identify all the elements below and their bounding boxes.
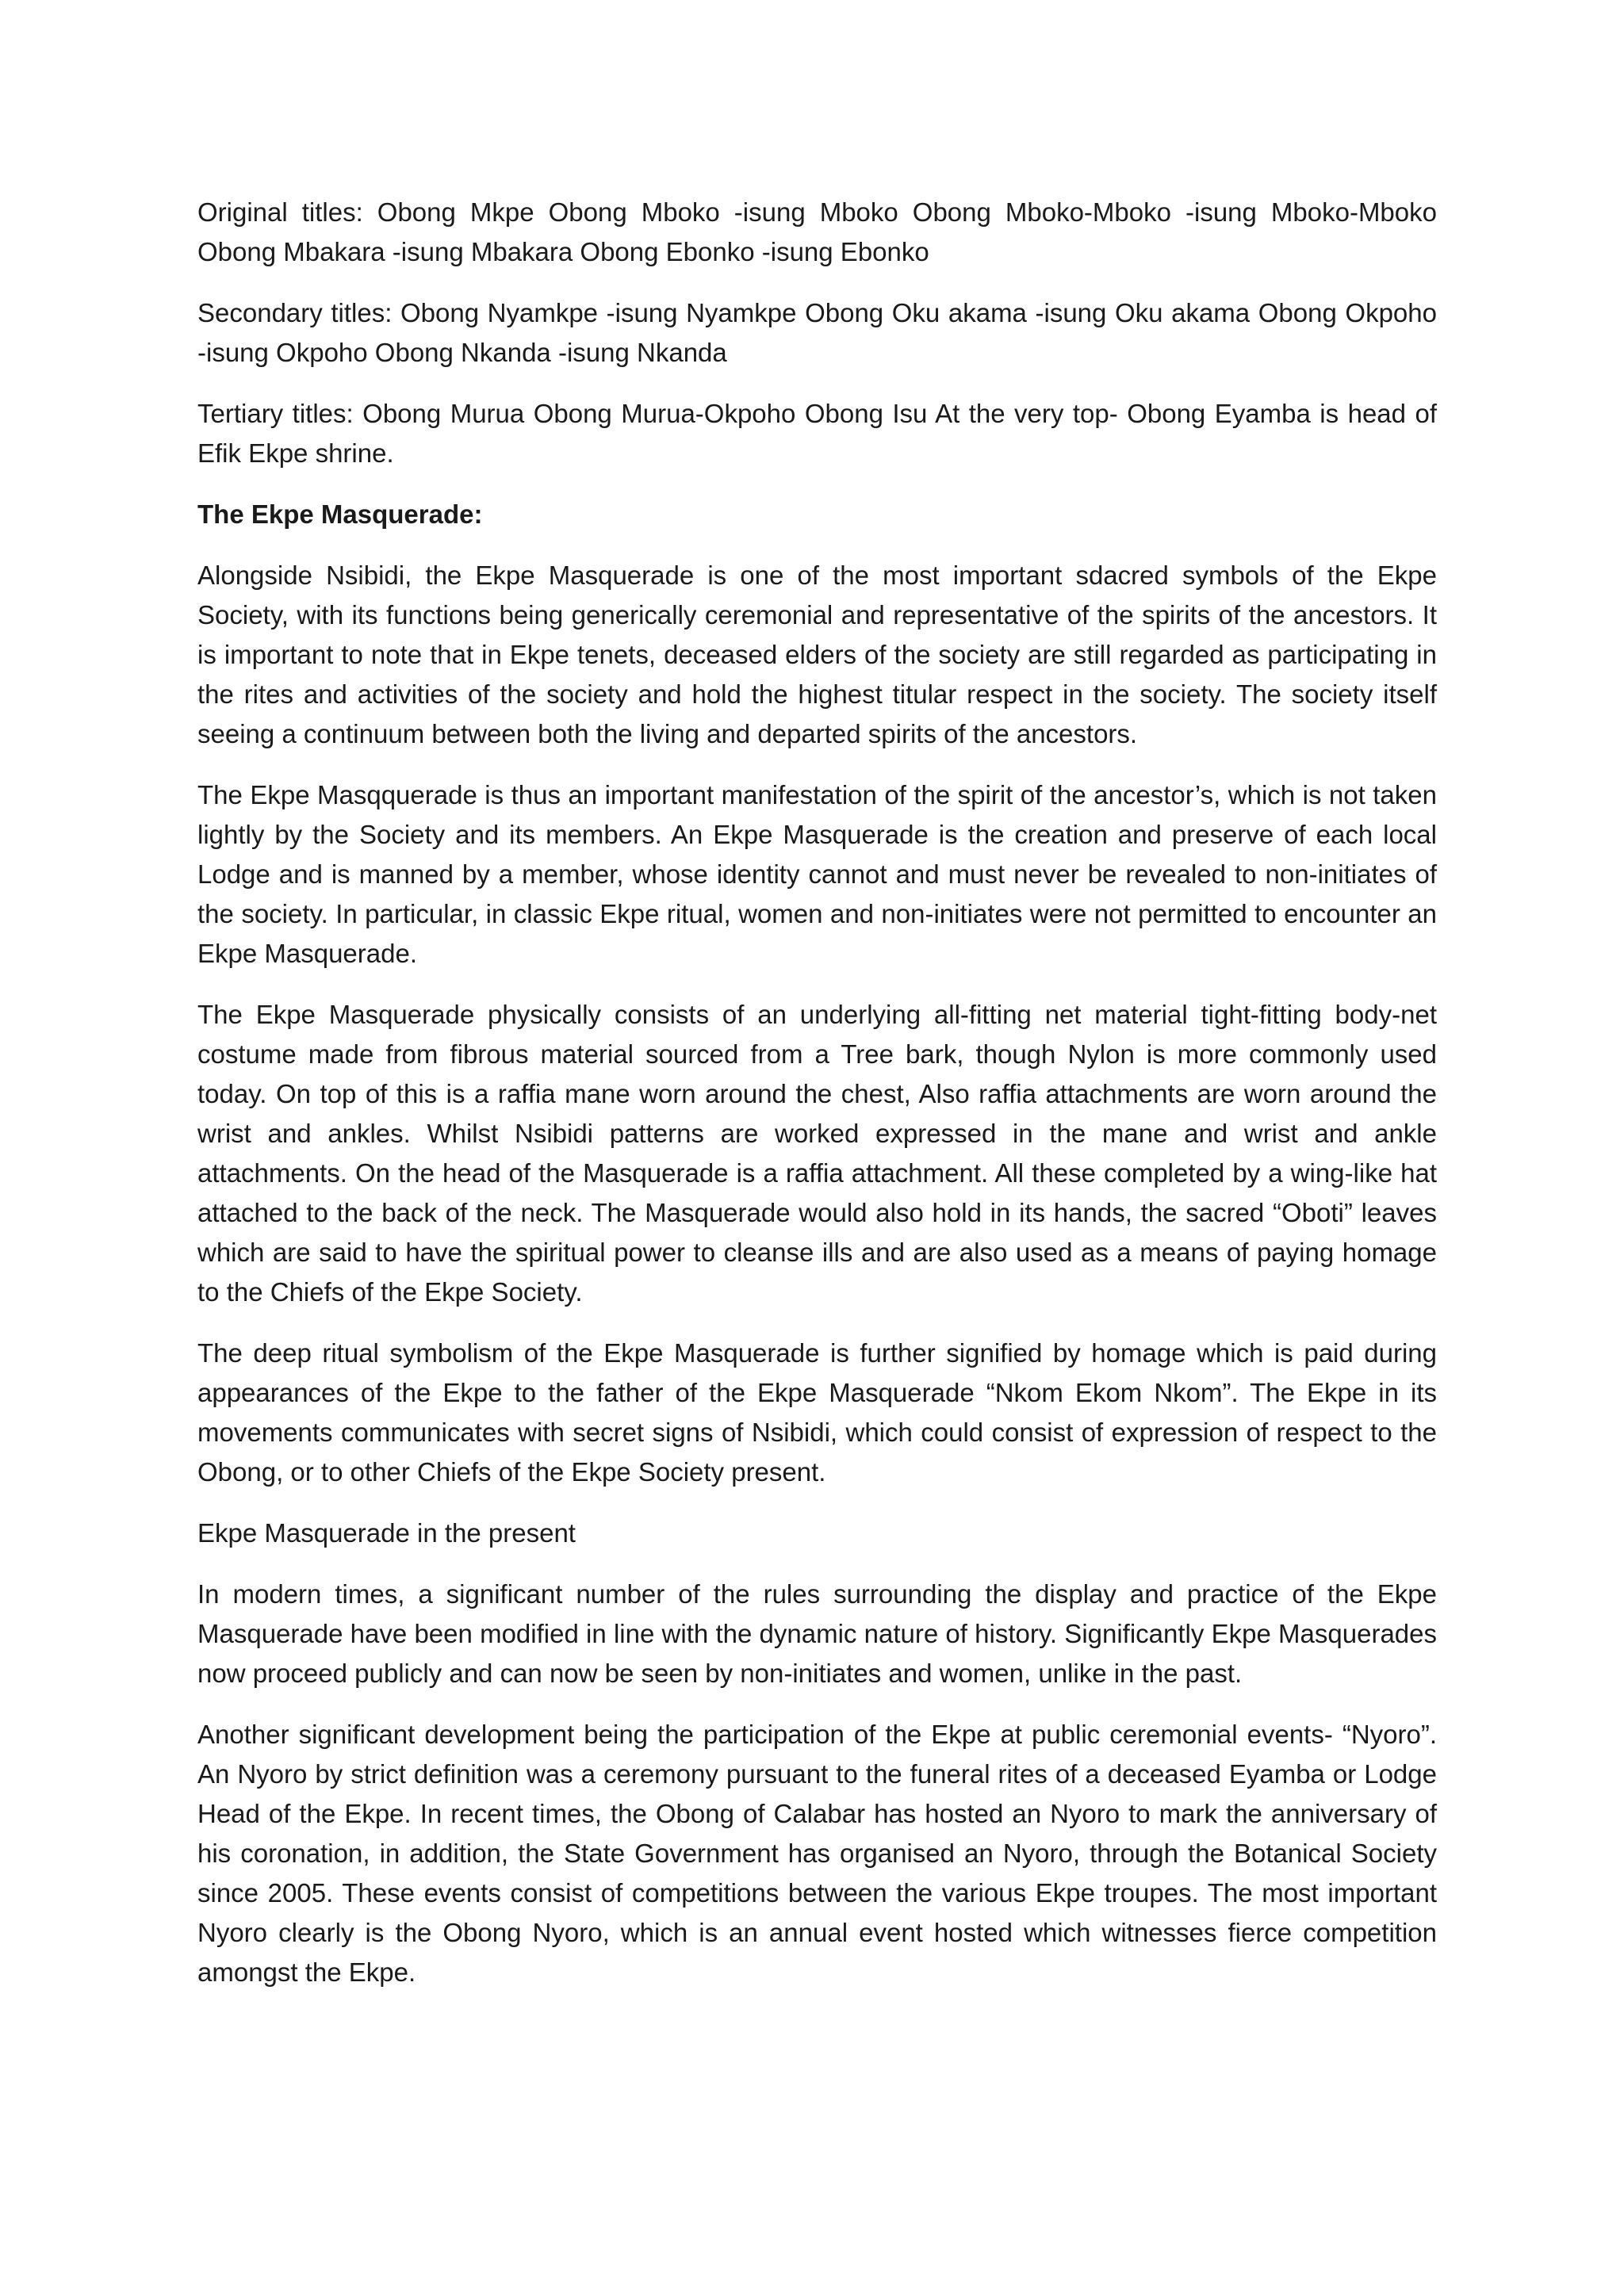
paragraph-costume-description: The Ekpe Masquerade physically consists of an underlying all-fitting net material tight-fitting body-net costume made from fibrous material sourced from a Tree bark, though Nylon is more commonly used today. On top of this is a raffia mane worn around the chest, Also raffia attachments are worn around the wrist and ankles. Whilst Nsibidi patterns are worked expressed in the mane and wrist and ankle attachments. On the head of the Masquerade is a raffia attachment. All these completed by a wing-like hat attached to the back of the neck. The Masquerade would also hold in its hands, the sacred “Oboti” leaves which are said to have the spiritual power to cleanse ills and are also used as a means of paying homage to the Chiefs of the Ekpe Society. <box>197 1000 1437 1307</box>
section-heading-masquerade: The Ekpe Masquerade: <box>197 499 483 529</box>
paragraph-ritual-symbolism: The deep ritual symbolism of the Ekpe Masquerade is further signified by homage which is paid during appearances of the Ekpe to the father of the Ekpe Masquerade “Nkom Ekom Nkom”. The Ekpe in its movements communicates with secret signs of Nsibidi, which could consist of expression of respect to the Obong, or to other Chiefs of the Ekpe Society present. <box>197 1338 1437 1487</box>
paragraph-nsibidi-symbols: Alongside Nsibidi, the Ekpe Masquerade is one of the most important sdacred symbols of the Ekpe Society, with its functions being generically ceremonial and representative of the spirits of the ancestors. It is important to note that in Ekpe tenets, deceased elders of the society are still regarded as participating in the rites and activities of the society and hold the highest titular respect in the society. The society itself seeing a continuum between both the living and departed spirits of the ancestors. <box>197 561 1437 748</box>
tertiary-titles-paragraph: Tertiary titles: Obong Murua Obong Murua-Okpoho Obong Isu At the very top- Obong Eyamba is head of Efik Ekpe shrine. <box>197 399 1437 468</box>
paragraph-nyoro-events: Another significant development being the participation of the Ekpe at public ceremonial events- “Nyoro”. An Nyoro by strict definition was a ceremony pursuant to the funeral rites of a deceased Eyamba or Lodge Head of the Ekpe. In recent times, the Obong of Calabar has hosted an Nyoro to mark the anniversary of his coronation, in addition, the State Government has organised an Nyoro, through the Botanical Society since 2005. These events consist of competitions between the various Ekpe troupes. The most important Nyoro clearly is the Obong Nyoro, which is an annual event hosted which witnesses fierce competition amongst the Ekpe. <box>197 1720 1437 1987</box>
secondary-titles-paragraph: Secondary titles: Obong Nyamkpe -isung Nyamkpe Obong Oku akama -isung Oku akama Obong Okpoho -isung Okpoho Obong Nkanda -isung Nkanda <box>197 298 1437 367</box>
document-body <box>197 193 1437 2014</box>
paragraph-ancestor-manifestation: The Ekpe Masqquerade is thus an important manifestation of the spirit of the ancestor’s, which is not taken lightly by the Society and its members. An Ekpe Masquerade is the creation and preserve of each local Lodge and is manned by a member, whose identity cannot and must never be revealed to non-initiates of the society. In particular, in classic Ekpe ritual, women and non-initiates were not permitted to encounter an Ekpe Masquerade. <box>197 780 1437 968</box>
paragraph-modern-times: In modern times, a significant number of the rules surrounding the display and practice of the Ekpe Masquerade have been modified in line with the dynamic nature of history. Significantly Ekpe Masquerades now proceed publicly and can now be seen by non-initiates and women, unlike in the past. <box>197 1579 1437 1688</box>
original-titles-paragraph: Original titles: Obong Mkpe Obong Mboko -isung Mboko Obong Mboko-Mboko -isung Mboko-Mboko Obong Mbakara -isung Mbakara Obong Ebonko -isung Ebonko <box>197 197 1437 266</box>
section-heading-present: Ekpe Masquerade in the present <box>197 1518 576 1548</box>
